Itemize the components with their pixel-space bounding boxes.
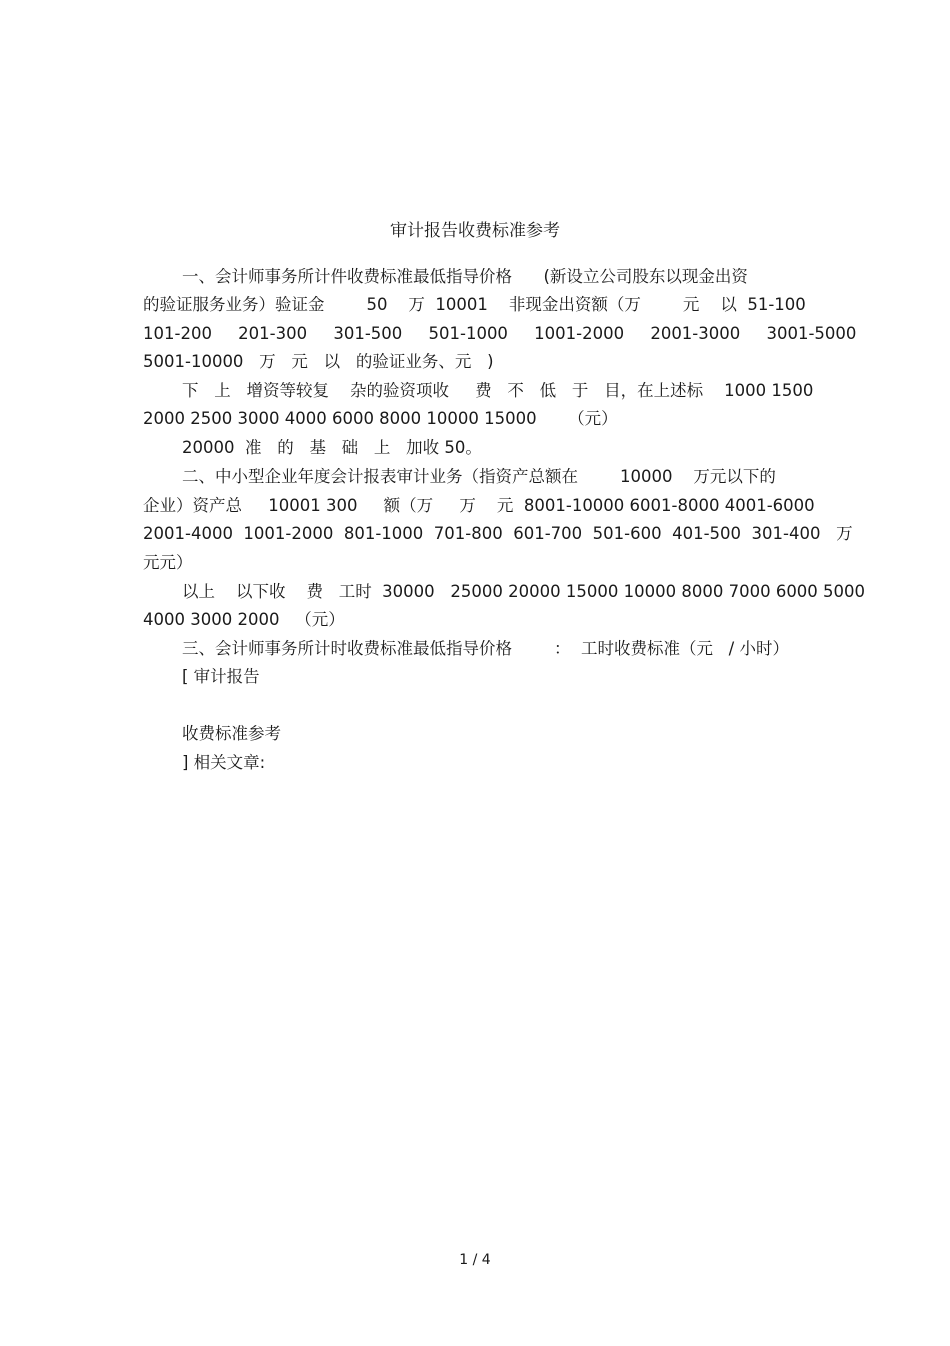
paragraph-line: 101-200 201-300 301-500 501-1000 1001-2000 2001-3000 3001-5000 <box>143 324 857 343</box>
paragraph-line: 三、会计师事务所计时收费标准最低指导价格 ： 工时收费标准（元 / 小时） <box>182 639 789 658</box>
paragraph-line: 2001-4000 1001-2000 801-1000 701-800 601-700 501-600 401-500 301-400 万 <box>143 524 853 543</box>
paragraph-line: 的验证服务业务）验证金 50 万 10001 非现金出资额（万 元 以 51-100 <box>143 295 806 314</box>
document-title: 审计报告收费标准参考 <box>390 221 560 241</box>
paragraph-line: 2000 2500 3000 4000 6000 8000 10000 15000 （元） <box>143 409 618 428</box>
paragraph-line: 下 上 增资等较复 杂的验资项收 费 不 低 于 目，在上述标 1000 1500 <box>182 381 814 400</box>
paragraph-line: 以上 以下收 费 工时 30000 25000 20000 15000 10000 8000 7000 6000 5000 <box>182 582 866 601</box>
paragraph-line: 二、中小型企业年度会计报表审计业务（指资产总额在 10000 万元以下的 <box>182 467 776 486</box>
paragraph-line: 20000 准 的 基 础 上 加收 50。 <box>182 438 482 457</box>
paragraph-line: [ 审计报告 <box>182 667 260 686</box>
paragraph-line: 5001-10000 万 元 以 的验证业务、元 ) <box>143 352 494 371</box>
paragraph-line: 4000 3000 2000 （元） <box>143 610 345 629</box>
paragraph-line: 一、会计师事务所计件收费标准最低指导价格 (新设立公司股东以现金出资 <box>182 267 748 286</box>
paragraph-line: 收费标准参考 <box>182 724 281 743</box>
page-number: 1 / 4 <box>459 1252 491 1268</box>
paragraph-line: 企业）资产总 10001 300 额（万 万 元 8001-10000 6001-8000 4001-6000 <box>143 496 815 515</box>
paragraph-line: ] 相关文章: <box>182 753 266 772</box>
paragraph-line: 元元） <box>143 553 193 572</box>
